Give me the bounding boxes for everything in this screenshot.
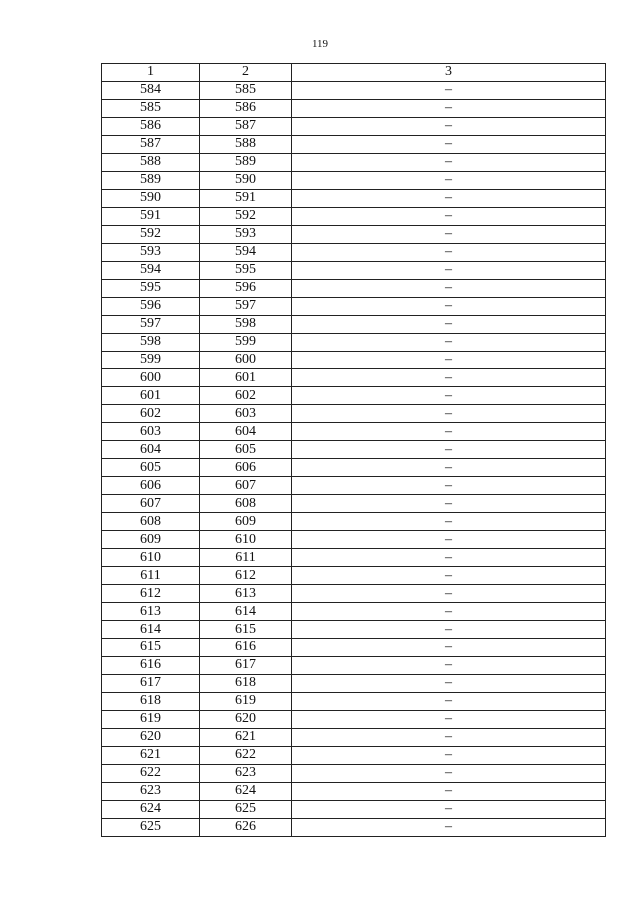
table-row [102, 297, 606, 315]
table-header-row [102, 64, 606, 82]
table-cell-col-2: 594 [200, 243, 292, 261]
table-cell-col-3: – [292, 674, 606, 692]
table-cell-col-2: 611 [200, 549, 292, 567]
table-cell-col-1: 606 [102, 477, 200, 495]
table-cell-col-3: – [292, 297, 606, 315]
table-row [102, 423, 606, 441]
table-cell-col-2: 615 [200, 621, 292, 639]
table-cell-col-1: 610 [102, 549, 200, 567]
table-cell-col-1: 590 [102, 189, 200, 207]
table-row [102, 243, 606, 261]
table-cell-col-3: – [292, 818, 606, 836]
table-cell-col-3: – [292, 567, 606, 585]
table-row [102, 674, 606, 692]
page-number: 119 [311, 38, 329, 50]
table-row [102, 333, 606, 351]
table-cell-col-2: 606 [200, 459, 292, 477]
table-cell-col-1: 624 [102, 800, 200, 818]
table-cell-col-1: 609 [102, 531, 200, 549]
table-cell-col-2: 593 [200, 225, 292, 243]
table-cell-col-1: 614 [102, 621, 200, 639]
table-row [102, 531, 606, 549]
table-cell-col-1: 617 [102, 674, 200, 692]
table-row [102, 135, 606, 153]
table-row [102, 207, 606, 225]
table-cell-col-2: 617 [200, 656, 292, 674]
table-cell-col-2: 612 [200, 567, 292, 585]
table-cell-col-2: 586 [200, 99, 292, 117]
table-row [102, 459, 606, 477]
table-row [102, 818, 606, 836]
table-cell-col-2: 587 [200, 117, 292, 135]
table-cell-col-1: 599 [102, 351, 200, 369]
table-cell-col-2: 591 [200, 189, 292, 207]
table-cell-col-1: 585 [102, 99, 200, 117]
table-cell-col-2: 599 [200, 333, 292, 351]
table-cell-col-3: – [292, 387, 606, 405]
table-cell-col-3: – [292, 423, 606, 441]
table-cell-col-3: – [292, 477, 606, 495]
table-cell-col-1: 597 [102, 315, 200, 333]
table-cell-col-1: 605 [102, 459, 200, 477]
table-cell-col-1: 615 [102, 639, 200, 657]
table-row [102, 764, 606, 782]
table-cell-col-1: 598 [102, 333, 200, 351]
table-cell-col-1: 600 [102, 369, 200, 387]
table-cell-col-1: 586 [102, 117, 200, 135]
column-header-2: 2 [200, 64, 292, 82]
table-row [102, 728, 606, 746]
table-cell-col-3: – [292, 603, 606, 621]
table-cell-col-1: 594 [102, 261, 200, 279]
table-row [102, 710, 606, 728]
table-row [102, 567, 606, 585]
table-cell-col-3: – [292, 639, 606, 657]
table-cell-col-3: – [292, 764, 606, 782]
table-cell-col-1: 607 [102, 495, 200, 513]
data-table [101, 63, 606, 837]
table-row [102, 782, 606, 800]
table-cell-col-2: 595 [200, 261, 292, 279]
table-row [102, 800, 606, 818]
table-cell-col-2: 621 [200, 728, 292, 746]
table-row [102, 405, 606, 423]
table-cell-col-2: 614 [200, 603, 292, 621]
table-cell-col-1: 612 [102, 585, 200, 603]
table-cell-col-2: 592 [200, 207, 292, 225]
table-row [102, 117, 606, 135]
table-cell-col-1: 608 [102, 513, 200, 531]
table-cell-col-2: 620 [200, 710, 292, 728]
table-cell-col-1: 616 [102, 656, 200, 674]
table-cell-col-2: 618 [200, 674, 292, 692]
table-cell-col-3: – [292, 405, 606, 423]
table-cell-col-1: 589 [102, 171, 200, 189]
table-cell-col-3: – [292, 746, 606, 764]
table-row [102, 171, 606, 189]
table-cell-col-2: 626 [200, 818, 292, 836]
table-cell-col-2: 600 [200, 351, 292, 369]
table-cell-col-2: 589 [200, 153, 292, 171]
table-cell-col-3: – [292, 171, 606, 189]
table-row [102, 279, 606, 297]
table-cell-col-3: – [292, 351, 606, 369]
table-cell-col-3: – [292, 261, 606, 279]
table-row [102, 387, 606, 405]
table-row [102, 441, 606, 459]
table-cell-col-2: 596 [200, 279, 292, 297]
table-cell-col-3: – [292, 207, 606, 225]
table-row [102, 153, 606, 171]
table-cell-col-1: 621 [102, 746, 200, 764]
table-cell-col-2: 622 [200, 746, 292, 764]
table-cell-col-2: 619 [200, 692, 292, 710]
table-cell-col-2: 601 [200, 369, 292, 387]
table-row [102, 477, 606, 495]
table-cell-col-3: – [292, 189, 606, 207]
table-cell-col-3: – [292, 279, 606, 297]
table-cell-col-2: 597 [200, 297, 292, 315]
table-cell-col-2: 585 [200, 81, 292, 99]
table-cell-col-1: 603 [102, 423, 200, 441]
table-cell-col-2: 625 [200, 800, 292, 818]
table-cell-col-3: – [292, 782, 606, 800]
table-row [102, 261, 606, 279]
table-cell-col-3: – [292, 135, 606, 153]
table-cell-col-2: 608 [200, 495, 292, 513]
table-cell-col-3: – [292, 243, 606, 261]
table-cell-col-2: 607 [200, 477, 292, 495]
table-cell-col-1: 592 [102, 225, 200, 243]
table-row [102, 513, 606, 531]
table-cell-col-3: – [292, 513, 606, 531]
table-row [102, 549, 606, 567]
table-cell-col-2: 610 [200, 531, 292, 549]
table-cell-col-3: – [292, 621, 606, 639]
table-row [102, 621, 606, 639]
table-cell-col-1: 613 [102, 603, 200, 621]
table-cell-col-2: 588 [200, 135, 292, 153]
table-cell-col-1: 618 [102, 692, 200, 710]
table-row [102, 315, 606, 333]
table-cell-col-1: 625 [102, 818, 200, 836]
table-cell-col-2: 624 [200, 782, 292, 800]
table-row [102, 81, 606, 99]
table-cell-col-3: – [292, 81, 606, 99]
table-cell-col-1: 620 [102, 728, 200, 746]
table-cell-col-2: 602 [200, 387, 292, 405]
table-cell-col-3: – [292, 531, 606, 549]
table-row [102, 603, 606, 621]
table-row [102, 746, 606, 764]
table-cell-col-1: 587 [102, 135, 200, 153]
table-cell-col-1: 595 [102, 279, 200, 297]
table-row [102, 99, 606, 117]
table-row [102, 692, 606, 710]
table-row [102, 369, 606, 387]
table-cell-col-3: – [292, 549, 606, 567]
table-cell-col-3: – [292, 585, 606, 603]
table-cell-col-1: 602 [102, 405, 200, 423]
table-cell-col-1: 622 [102, 764, 200, 782]
table-cell-col-1: 619 [102, 710, 200, 728]
table-cell-col-1: 611 [102, 567, 200, 585]
table-cell-col-3: – [292, 495, 606, 513]
table-cell-col-2: 603 [200, 405, 292, 423]
table-cell-col-2: 613 [200, 585, 292, 603]
table-cell-col-2: 609 [200, 513, 292, 531]
table-cell-col-3: – [292, 692, 606, 710]
table-body [102, 81, 606, 836]
table-row [102, 639, 606, 657]
table-cell-col-3: – [292, 99, 606, 117]
table-cell-col-2: 590 [200, 171, 292, 189]
table-cell-col-3: – [292, 728, 606, 746]
table-cell-col-2: 605 [200, 441, 292, 459]
table-cell-col-1: 601 [102, 387, 200, 405]
table-cell-col-1: 604 [102, 441, 200, 459]
table-cell-col-1: 588 [102, 153, 200, 171]
table-cell-col-1: 593 [102, 243, 200, 261]
table-cell-col-1: 584 [102, 81, 200, 99]
table-row [102, 225, 606, 243]
table-row [102, 189, 606, 207]
table-cell-col-3: – [292, 333, 606, 351]
column-header-1: 1 [102, 64, 200, 82]
table-row [102, 495, 606, 513]
table-cell-col-3: – [292, 315, 606, 333]
table-cell-col-3: – [292, 710, 606, 728]
column-header-3: 3 [292, 64, 606, 82]
table-cell-col-3: – [292, 153, 606, 171]
table-cell-col-1: 623 [102, 782, 200, 800]
table-cell-col-2: 598 [200, 315, 292, 333]
table-cell-col-3: – [292, 656, 606, 674]
table-row [102, 351, 606, 369]
table-cell-col-1: 591 [102, 207, 200, 225]
table-cell-col-3: – [292, 459, 606, 477]
table-cell-col-3: – [292, 800, 606, 818]
table-cell-col-2: 623 [200, 764, 292, 782]
table-cell-col-3: – [292, 441, 606, 459]
table-cell-col-2: 604 [200, 423, 292, 441]
table-cell-col-3: – [292, 225, 606, 243]
table-row [102, 656, 606, 674]
table-cell-col-2: 616 [200, 639, 292, 657]
table-cell-col-1: 596 [102, 297, 200, 315]
table-cell-col-3: – [292, 117, 606, 135]
table-cell-col-3: – [292, 369, 606, 387]
table-row [102, 585, 606, 603]
